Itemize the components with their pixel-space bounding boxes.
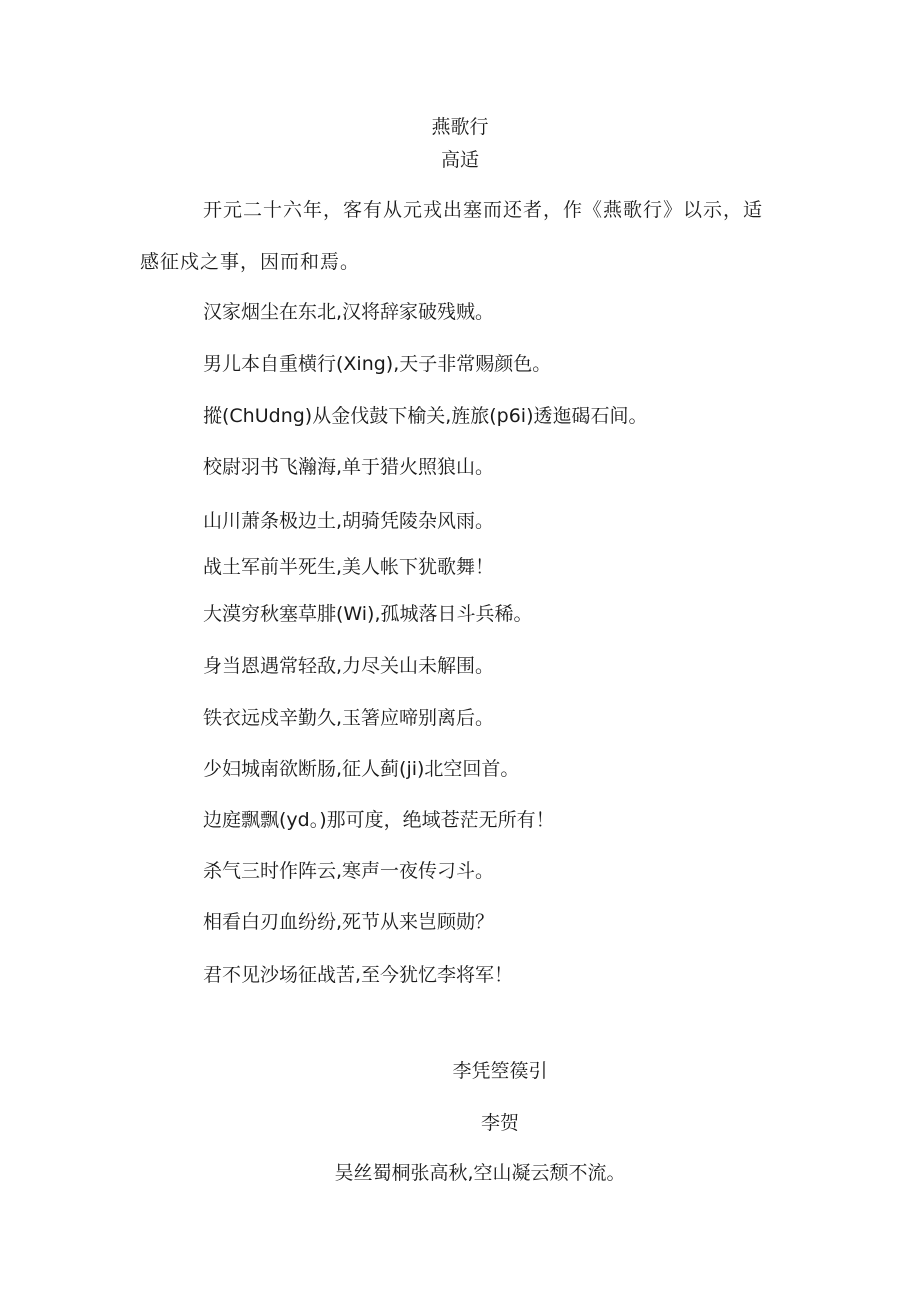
poem-author: 高适: [440, 149, 479, 171]
verse-line: 相看白刃血纷纷,死节从来岂顾勋？: [203, 911, 495, 933]
verse-line: 战土军前半死生,美人帐下犹歌舞！: [203, 556, 495, 578]
poem-author: 李贺: [480, 1112, 519, 1134]
verse-line: 边庭飘飘(yd。)那可度，绝域苍茫无所有！: [203, 809, 555, 831]
verse-line: 男儿本自重横行(Xing),天子非常赐颜色。: [203, 353, 552, 375]
verse-line: 铁衣远戍辛勤久,玉箸应啼别离后。: [203, 707, 495, 729]
preface-line: 开元二十六年，客有从元戎出塞而还者，作《燕歌行》以示，适: [203, 199, 764, 221]
verse-line: 摐(ChUdng)从金伐鼓下榆关,旌旅(p6i)透迤碣石间。: [203, 405, 648, 427]
verse-line: 校尉羽书飞瀚海,单于猎火照狼山。: [203, 456, 495, 478]
poem-title: 李凭箜篌引: [452, 1060, 548, 1082]
verse-line: 君不见沙场征战苦,至今犹忆李将军！: [203, 964, 514, 986]
poem-title: 燕歌行: [431, 116, 489, 138]
verse-line: 身当恩遇常轻敌,力尽关山未解围。: [203, 655, 495, 677]
verse-line: 大漠穷秋塞草腓(Wi),孤城落日斗兵稀。: [203, 603, 533, 625]
verse-line: 杀气三时作阵云,寒声一夜传刁斗。: [203, 860, 495, 882]
verse-line: 吴丝蜀桐张高秋,空山凝云颓不流。: [334, 1162, 626, 1184]
verse-line: 山川萧条极边土,胡骑凭陵杂风雨。: [203, 510, 495, 532]
verse-line: 汉家烟尘在东北,汉将辞家破残贼。: [203, 301, 495, 323]
preface-line: 感征戍之事，因而和焉。: [140, 251, 361, 273]
verse-line: 少妇城南欲断肠,征人蓟(ji)北空回首。: [203, 758, 520, 780]
